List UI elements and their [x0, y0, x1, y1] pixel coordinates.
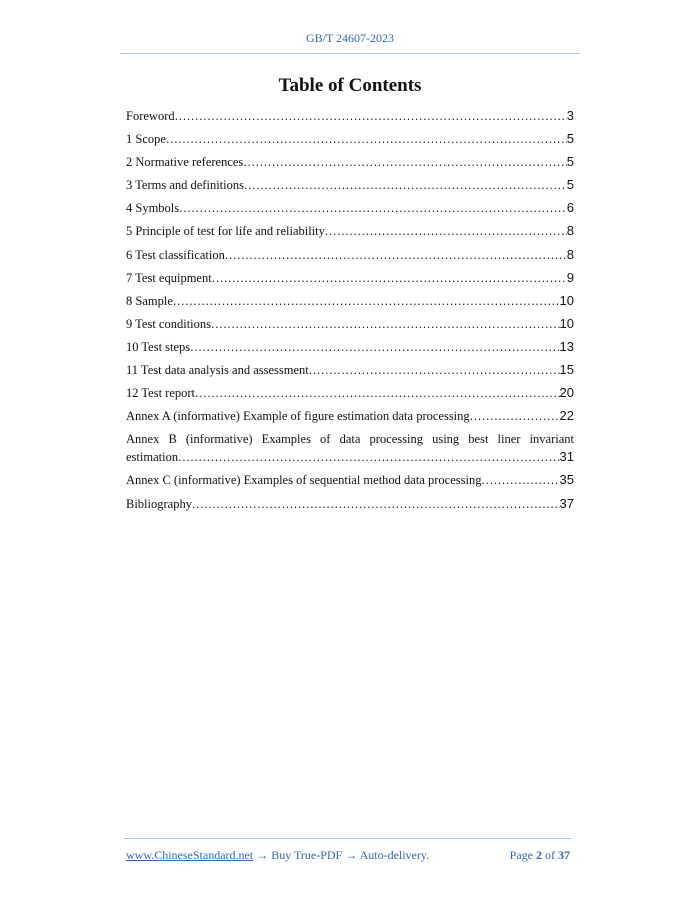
toc-entry-scope[interactable] — [126, 132, 574, 146]
page-label: Page — [509, 848, 533, 862]
toc-entry-page: 9 — [566, 269, 574, 285]
dot-leader — [175, 109, 567, 123]
toc-entry-symbols[interactable] — [126, 201, 574, 215]
dot-leader — [481, 473, 559, 487]
dot-leader — [178, 450, 559, 464]
toc-entry-foreword[interactable] — [126, 109, 574, 123]
toc-entry-page: 5 — [566, 131, 574, 147]
toc-entry-page: 3 — [566, 108, 574, 123]
footer-divider — [124, 838, 571, 839]
document-id-header: GB/T 24607-2023 — [305, 31, 395, 45]
toc-entry-page: 5 — [566, 177, 574, 193]
toc-entry-title: 3 Terms and definitions — [126, 178, 244, 193]
toc-entry-title: 7 Test equipment — [126, 270, 212, 285]
toc-entry-test-report[interactable] — [126, 386, 574, 400]
dot-leader — [212, 271, 567, 285]
toc-entry-annex-b[interactable] — [126, 432, 574, 464]
toc-entry-title-line2: estimation — [126, 450, 179, 465]
toc-entry-title: Foreword — [126, 109, 175, 123]
dot-leader — [309, 363, 560, 377]
toc-entry-title: 1 Scope — [126, 132, 166, 147]
toc-entry-page: 22 — [559, 408, 574, 424]
toc-entry-page: 13 — [559, 338, 574, 354]
toc-entry-test-classification[interactable] — [126, 248, 574, 262]
toc-entry-page: 31 — [559, 449, 574, 465]
toc-entry-page: 37 — [559, 495, 574, 511]
dot-leader — [325, 224, 567, 238]
toc-entry-title: Annex A (informative) Example of figure estimation data processing — [126, 409, 470, 424]
toc-entry-title: Annex C (informative) Examples of sequential method data processing — [126, 473, 482, 488]
dot-leader — [166, 132, 567, 146]
toc-entry-page: 8 — [566, 246, 574, 262]
dot-leader — [179, 201, 567, 215]
page-of-label: of — [545, 848, 555, 862]
toc-entry-title: 10 Test steps — [126, 339, 191, 354]
dot-leader — [190, 340, 559, 354]
toc-entry-annex-c[interactable] — [126, 473, 574, 487]
toc-entry-title: Bibliography — [126, 496, 192, 511]
toc-entry-title-line1: Annex B (informative) Examples of data processing using best liner invariant — [126, 432, 574, 447]
toc-entry-title: 2 Normative references — [126, 155, 244, 170]
table-of-contents — [126, 109, 574, 520]
header-divider — [120, 53, 580, 54]
toc-entry-data-analysis[interactable] — [126, 363, 574, 377]
toc-entry-page: 35 — [559, 472, 574, 488]
toc-entry-title: 6 Test classification — [126, 247, 225, 262]
dot-leader — [243, 155, 566, 169]
toc-entry-page: 6 — [566, 200, 574, 216]
toc-entry-title: 8 Sample — [126, 293, 173, 308]
dot-leader — [192, 497, 560, 511]
dot-leader — [470, 409, 560, 423]
toc-entry-test-conditions[interactable] — [126, 317, 574, 331]
toc-entry-title: 9 Test conditions — [126, 316, 212, 331]
toc-entry-page: 8 — [566, 223, 574, 239]
toc-entry-title: 11 Test data analysis and assessment — [126, 363, 309, 378]
toc-entry-sample[interactable] — [126, 294, 574, 308]
dot-leader — [211, 317, 560, 331]
toc-entry-normative-references[interactable] — [126, 155, 574, 169]
toc-entry-page: 10 — [559, 315, 574, 331]
dot-leader — [244, 178, 567, 192]
page-footer — [126, 848, 570, 863]
dot-leader — [195, 386, 560, 400]
toc-entry-annex-a[interactable] — [126, 409, 574, 423]
toc-entry-terms-and-definitions[interactable] — [126, 178, 574, 192]
current-page-number: 2 — [536, 848, 542, 862]
toc-entry-page: 10 — [559, 292, 574, 308]
website-link[interactable]: www.ChineseStandard.net — [126, 848, 254, 862]
dot-leader — [173, 294, 560, 308]
toc-entry-page: 5 — [566, 154, 574, 170]
total-page-count: 37 — [558, 848, 570, 862]
toc-entry-test-equipment[interactable] — [126, 271, 574, 285]
page-title: Table of Contents — [278, 75, 422, 96]
toc-entry-title: 12 Test report — [126, 386, 196, 401]
toc-entry-principle-of-test[interactable] — [126, 224, 574, 238]
purchase-promo-text: → Buy True-PDF → Auto-delivery. — [256, 848, 430, 862]
page-indicator — [510, 848, 570, 863]
toc-entry-page: 20 — [559, 385, 574, 401]
toc-entry-bibliography[interactable] — [126, 497, 574, 511]
toc-entry-page: 15 — [559, 362, 574, 378]
toc-entry-test-steps[interactable] — [126, 340, 574, 354]
toc-entry-title: 4 Symbols — [126, 201, 180, 216]
toc-entry-title: 5 Principle of test for life and reliability — [126, 224, 325, 239]
dot-leader — [225, 248, 567, 262]
